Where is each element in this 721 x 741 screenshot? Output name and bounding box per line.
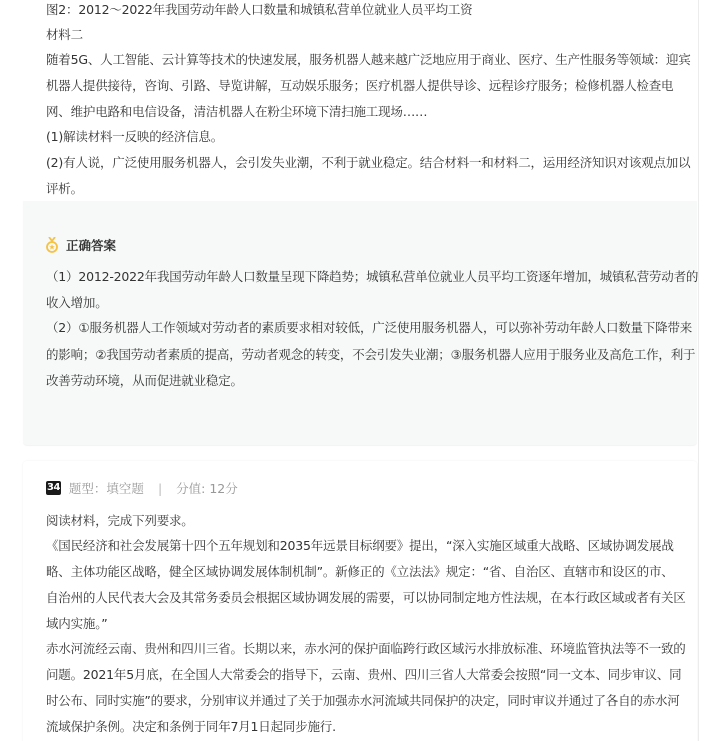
answer-line: 改善劳动环境，从而促进就业稳定。 [46, 373, 243, 388]
sub-question-2-cont: 评析。 [46, 181, 83, 196]
question-number-badge: 34 [47, 482, 60, 493]
question-text-line: 赤水河流经云南、贵州和四川三省。长期以来，赤水河的保护面临跨行政区域污水排放标准、环境监管执法等不一致的 [46, 641, 686, 656]
meta-separator: | [157, 480, 163, 496]
figure-caption: 图2：2012～2022年我国劳动年龄人口数量和城镇私营单位就业人员平均工资 [46, 2, 473, 17]
question-type: 题型：填空题 [68, 481, 144, 496]
question-text-line: 问题。2021年5月底，在全国人大常委会的指导下，云南、贵州、四川三省人大常委会按照“同一文本、同步审议、同 [46, 667, 682, 682]
page-divider [698, 0, 699, 741]
question-text-line: 自治州的人民代表大会及其常务委员会根据区域协调发展的需要，可以协同制定地方性法规，在本行政区域或者有关区 [46, 590, 686, 605]
sub-question-1: (1)解读材料一反映的经济信息。 [46, 129, 224, 144]
question-score: 分值: 12分 [176, 481, 238, 496]
material-text-line: 机器人提供接待，咨询、引路、导览讲解，互动娱乐服务；医疗机器人提供导诊、远程诊疗服务；检修机器人检查电 [46, 78, 674, 93]
question-text-line: 《国民经济和社会发展第十四个五年规划和2035年远景目标纲要》提出，“深入实施区域重大战略、区域协调发展战 [46, 538, 674, 553]
answer-heading [46, 235, 116, 255]
question-text-line: 域内实施。” [46, 616, 108, 631]
answer-line: 的影响；②我国劳动者素质的提高，劳动者观念的转变，不会引发失业潮；③服务机器人应用于服务业及高危工作，利于 [46, 347, 696, 362]
sub-question-2: (2)有人说，广泛使用服务机器人，会引发失业潮，不利于就业稳定。结合材料一和材料二，运用经济知识对该观点加以 [46, 155, 691, 170]
question-text-line: 时公布、同时实施”的要求，分别审议并通过了关于加强赤水河流域共同保护的决定，同时审议并通过了各自的赤水河 [46, 693, 680, 708]
answer-line: （2）①服务机器人工作领域对劳动者的素质要求相对较低，广泛使用服务机器人，可以弥补劳动年龄人口数量下降带来 [46, 320, 693, 335]
question-text-line: 流域保护条例。决定和条例于同年7月1日起同步施行. [46, 719, 336, 734]
material-text-line: 网、维护电路和电信设备，清洁机器人在粉尘环境下清扫施工现场…… [46, 104, 428, 119]
question-meta [46, 478, 238, 498]
question-instruction: 阅读材料，完成下列要求。 [46, 513, 194, 528]
answer-title: 正确答案 [66, 238, 117, 253]
material-heading: 材料二 [46, 27, 83, 42]
question-text-line: 略、主体功能区战略，健全区域协调发展体制机制”。新修正的《立法法》规定：“省、自治区、直辖市和设区的市、 [46, 564, 674, 579]
answer-line: （1）2012-2022年我国劳动年龄人口数量呈现下降趋势；城镇私营单位就业人员平均工资逐年增加，城镇私营劳动者的 [46, 269, 699, 284]
answer-line: 收入增加。 [46, 295, 108, 310]
medal-icon [46, 237, 58, 253]
material-text-line: 随着5G、人工智能、云计算等技术的快速发展，服务机器人越来越广泛地应用于商业、医疗、生产性服务等领域：迎宾 [46, 52, 691, 67]
